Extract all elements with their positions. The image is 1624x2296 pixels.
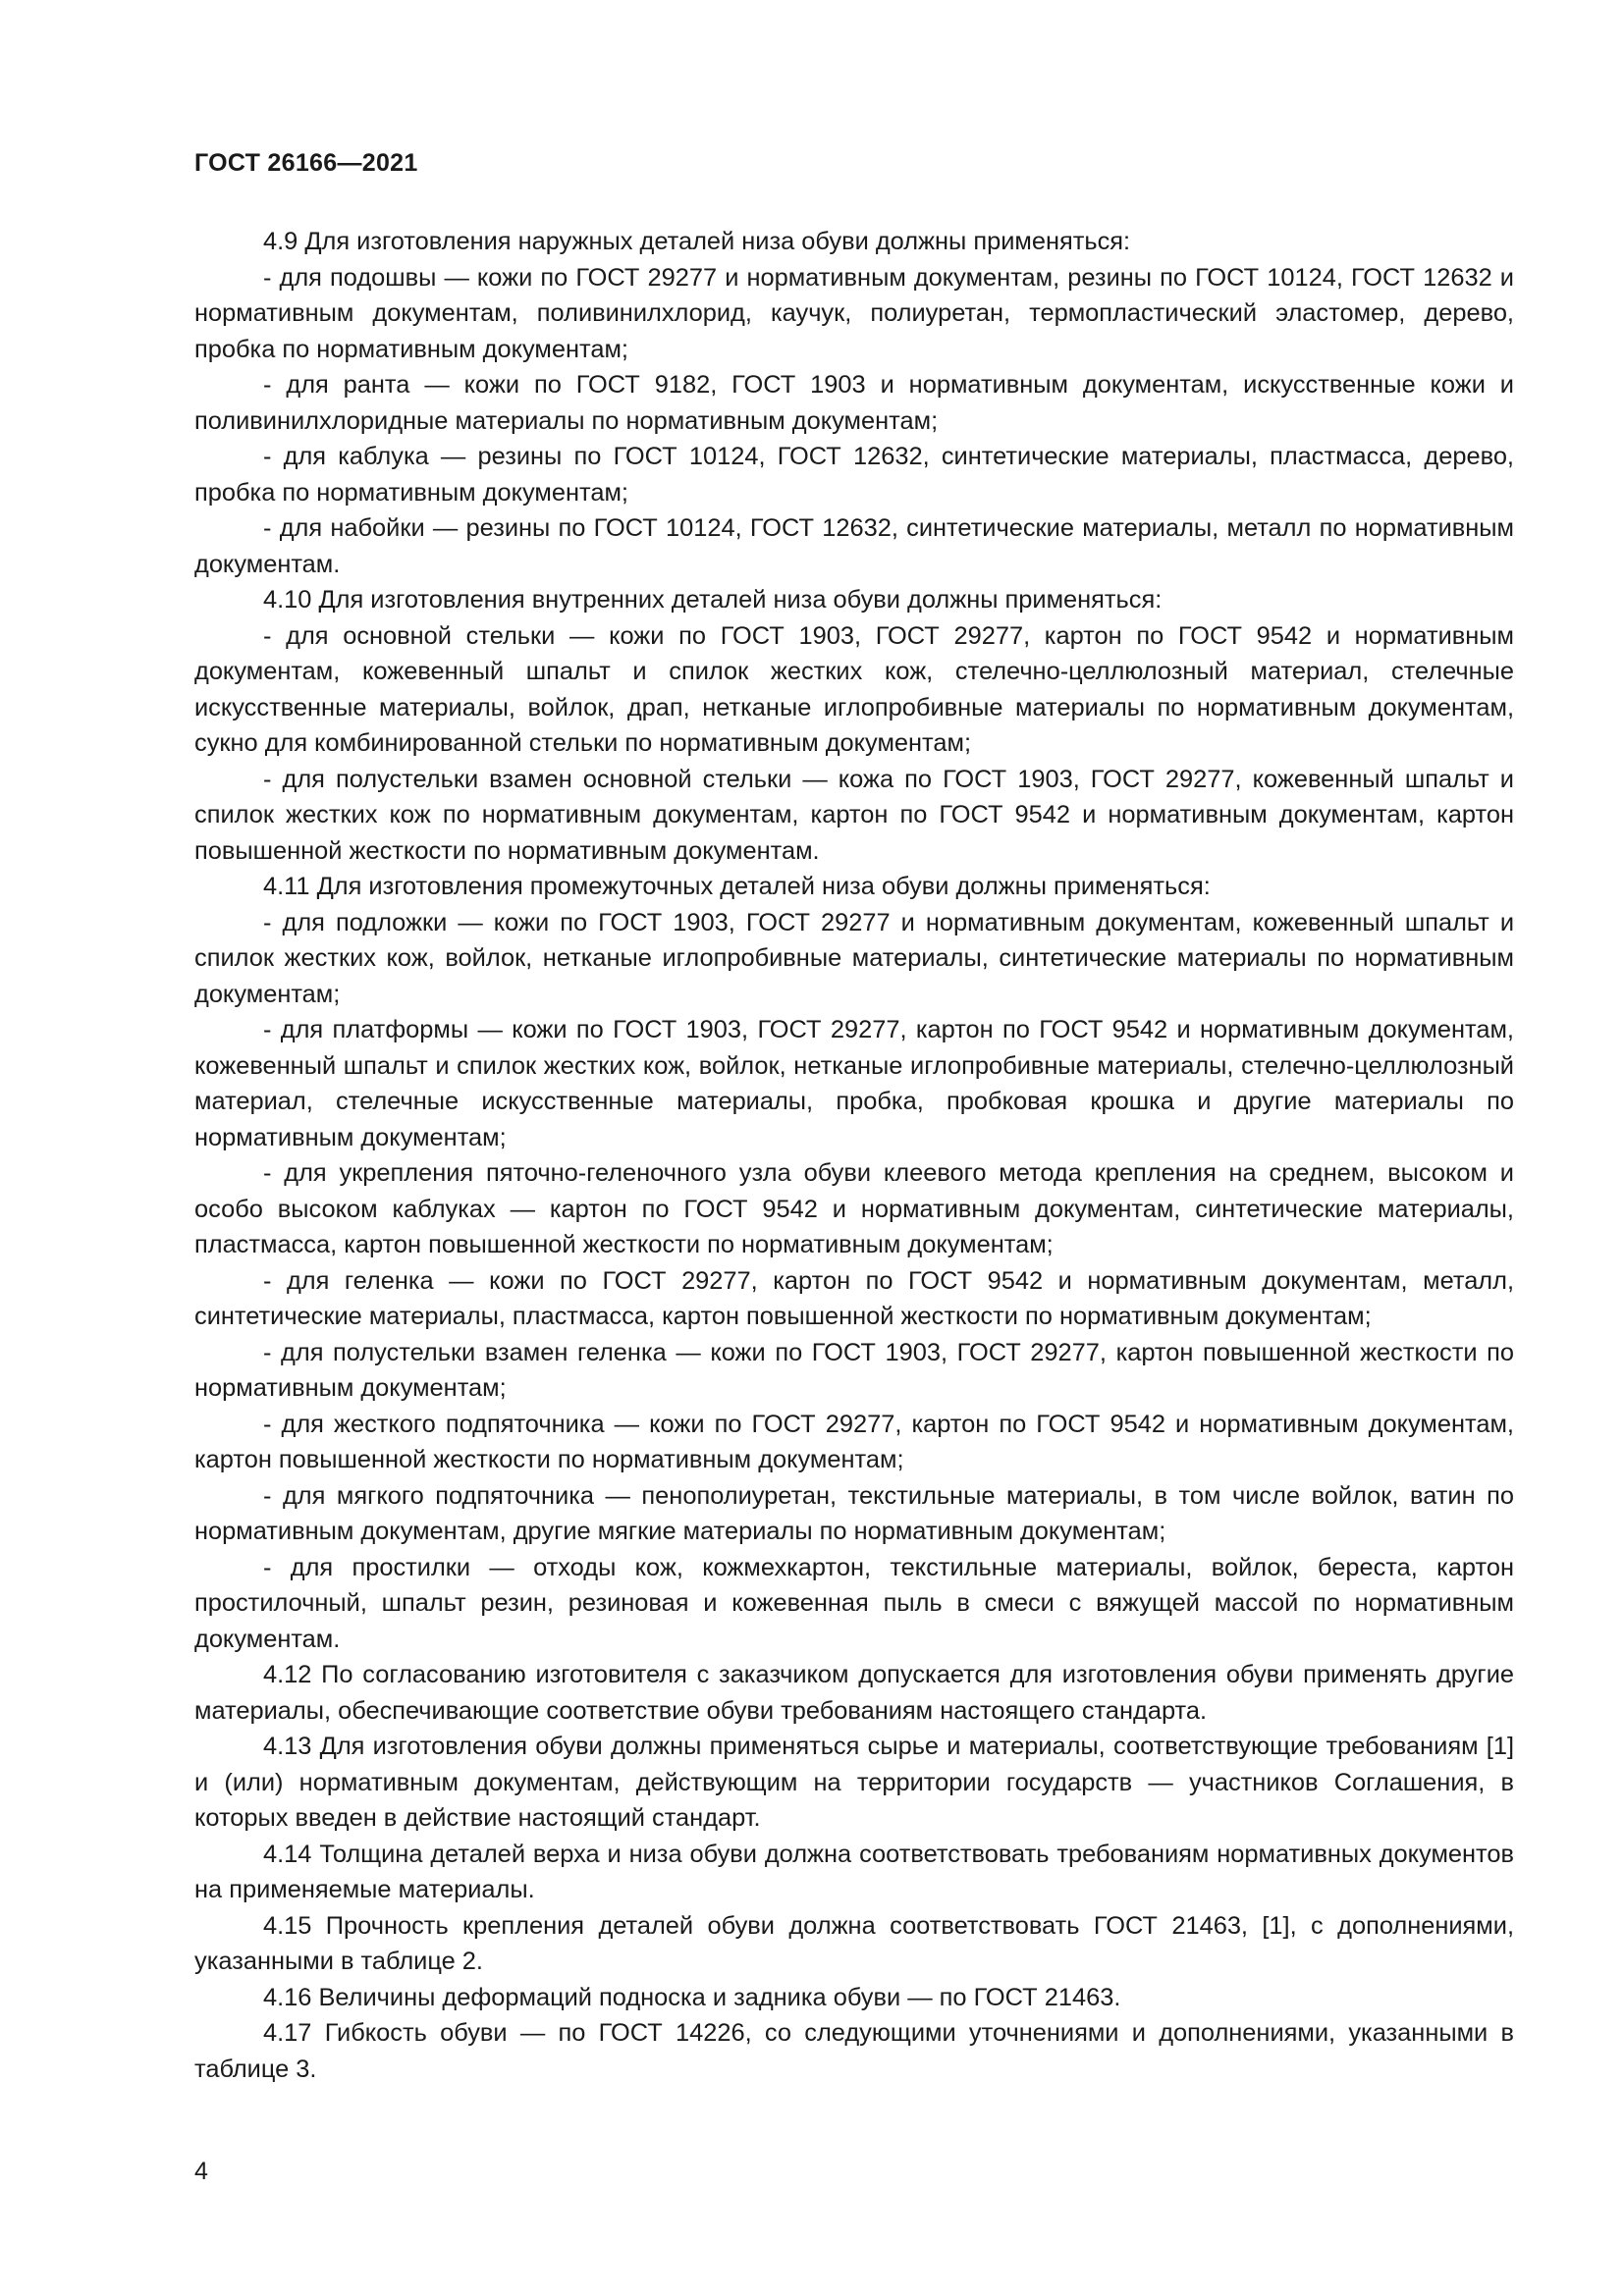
paragraph-4-15: 4.15 Прочность крепления деталей обуви должна соответствовать ГОСТ 21463, [1], с дополнениями, указанными в таблице 2. — [194, 1911, 1514, 1975]
paragraph-4-12: 4.12 По согласованию изготовителя с заказчиком допускается для изготовления обуви применять другие материалы, обеспечивающие соответствие обуви требованиям настоящего стандарта. — [194, 1661, 1514, 1725]
paragraph-4-16: 4.16 Величины деформаций подноска и задника обуви — по ГОСТ 21463. — [263, 1983, 1121, 2011]
list-item-ukreplenie: - для укрепления пяточно-геленочного узла обуви клеевого метода крепления на среднем, высоком и особо высоком каблуках — картон по ГОСТ 9542 и нормативным документам, синтетические материалы, пластмасса, картон повышенной жесткости по нормативным документам; — [194, 1159, 1514, 1258]
paragraph-4-9: 4.9 Для изготовления наружных деталей низа обуви должны применяться: — [263, 228, 1131, 255]
page-header: ГОСТ 26166—2021 — [194, 149, 418, 177]
list-item-kabluk: - для каблука — резины по ГОСТ 10124, ГОСТ 12632, синтетические материалы, пластмасса, дерево, пробка по нормативным документам; — [194, 443, 1514, 507]
list-item-platforma: - для платформы — кожи по ГОСТ 1903, ГОСТ 29277, картон по ГОСТ 9542 и нормативным документам, кожевенный шпальт и спилок жестких кож, войлок, нетканые иглопробивные материалы, стелечно-целлюлозный материал, стелечные искусственные материалы, пробка, пробковая крошка и другие материалы по нормативным документам; — [194, 1016, 1514, 1151]
list-item-myagkiy-podpyatochnik: - для мягкого подпяточника — пенополиуретан, текстильные материалы, в том числе войлок, ватин по нормативным документам, другие мягкие материалы по нормативным документам; — [194, 1481, 1514, 1545]
page-number: 4 — [194, 2158, 208, 2185]
list-item-osnovnaya-stelka: - для основной стельки — кожи по ГОСТ 1903, ГОСТ 29277, картон по ГОСТ 9542 и нормативным документам, кожевенный шпальт и спилок жестких кож, стелечно-целлюлозный материал, стелечные искусственные материалы, войлок, драп, нетканые иглопробивные материалы по нормативным документам, сукно для комбинированной стельки по нормативным документам; — [194, 621, 1514, 757]
list-item-gelenok: - для геленка — кожи по ГОСТ 29277, картон по ГОСТ 9542 и нормативным документам, металл, синтетические материалы, пластмасса, картон повышенной жесткости по нормативным документам; — [194, 1266, 1514, 1330]
document-body — [194, 224, 1514, 2087]
list-item-rant: - для ранта — кожи по ГОСТ 9182, ГОСТ 1903 и нормативным документам, искусственные кожи и поливинилхлоридные материалы по нормативным документам; — [194, 371, 1514, 435]
paragraph-4-11: 4.11 Для изготовления промежуточных деталей низа обуви должны применяться: — [263, 873, 1211, 900]
paragraph-4-13: 4.13 Для изготовления обуви должны применяться сырье и материалы, соответствующие требованиям [1] и (или) нормативным документам, действующим на территории государств — участников Соглашения, в которых введен в действие настоящий стандарт. — [194, 1733, 1514, 1832]
paragraph-4-14: 4.14 Толщина деталей верха и низа обуви должна соответствовать требованиям нормативных документов на применяемые материалы. — [194, 1840, 1514, 1903]
list-item-prostilka: - для простилки — отходы кож, кожмехкартон, текстильные материалы, войлок, береста, картон простилочный, шпальт резин, резиновая и кожевенная пыль в смеси с вяжущей массой по нормативным документам. — [194, 1553, 1514, 1653]
list-item-polustelka: - для полустельки взамен основной стельки — кожа по ГОСТ 1903, ГОСТ 29277, кожевенный шпальт и спилок жестких кож по нормативным документам, картон по ГОСТ 9542 и нормативным документам, картон повышенной жесткости по нормативным документам. — [194, 765, 1514, 865]
paragraph-4-10: 4.10 Для изготовления внутренних деталей низа обуви должны применяться: — [263, 586, 1163, 614]
list-item-zhestkiy-podpyatochnik: - для жесткого подпяточника — кожи по ГОСТ 29277, картон по ГОСТ 9542 и нормативным документам, картон повышенной жесткости по нормативным документам; — [194, 1410, 1514, 1473]
list-item-podoshva: - для подошвы — кожи по ГОСТ 29277 и нормативным документам, резины по ГОСТ 10124, ГОСТ 12632 и нормативным документам, поливинилхлорид, каучук, полиуретан, термопластический эластомер, дерево, пробка по нормативным документам; — [194, 263, 1514, 363]
paragraph-4-17: 4.17 Гибкость обуви — по ГОСТ 14226, со следующими уточнениями и дополнениями, указанными в таблице 3. — [194, 2019, 1514, 2083]
list-item-polustelka-gelenok: - для полустельки взамен геленка — кожи по ГОСТ 1903, ГОСТ 29277, картон повышенной жесткости по нормативным документам; — [194, 1338, 1514, 1402]
list-item-podlozhka: - для подложки — кожи по ГОСТ 1903, ГОСТ 29277 и нормативным документам, кожевенный шпальт и спилок жестких кож, войлок, нетканые иглопробивные материалы, синтетические материалы по нормативным документам; — [194, 908, 1514, 1008]
list-item-naboyka: - для набойки — резины по ГОСТ 10124, ГОСТ 12632, синтетические материалы, металл по нормативным документам. — [194, 514, 1514, 578]
